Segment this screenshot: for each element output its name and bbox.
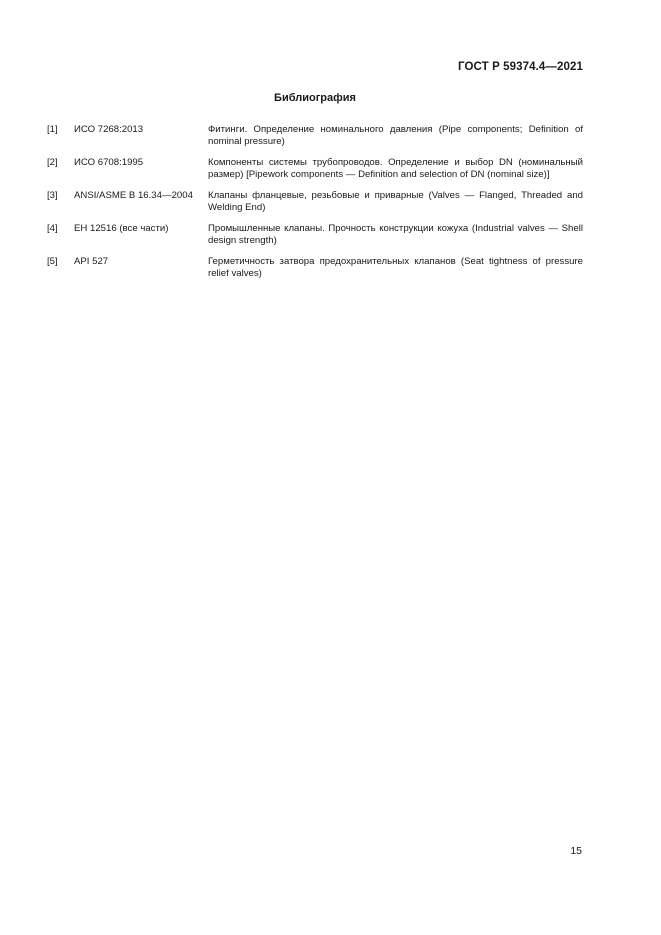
reference-item <box>47 157 583 181</box>
reference-item <box>47 256 583 280</box>
reference-code: ИСО 6708:1995 <box>74 157 144 168</box>
reference-number: [5] <box>47 256 58 267</box>
page-number: 15 <box>570 845 582 857</box>
reference-code: ANSI/ASME B 16.34—2004 <box>74 190 193 201</box>
reference-item <box>47 190 583 214</box>
reference-title: Компоненты системы трубопроводов. Определение и выбор DN (номинальный размер) [Pipework components — Definition and selection of DN (nominal size)] <box>208 157 583 180</box>
reference-item <box>47 223 583 247</box>
reference-code: ИСО 7268:2013 <box>74 124 144 135</box>
reference-title: Герметичность затвора предохранительных клапанов (Seat tightness of pressure relief valves) <box>208 256 583 279</box>
reference-title: Промышленные клапаны. Прочность конструкции кожуха (Industrial valves — Shell design strength) <box>208 223 583 246</box>
reference-number: [3] <box>47 190 58 201</box>
document-code: ГОСТ Р 59374.4—2021 <box>458 61 583 73</box>
reference-title: Клапаны фланцевые, резьбовые и приварные (Valves — Flanged, Threaded and Welding End) <box>208 190 583 213</box>
reference-item <box>47 124 583 148</box>
reference-code: API 527 <box>74 256 109 267</box>
bibliography-title: Библиография <box>274 92 356 104</box>
reference-number: [4] <box>47 223 58 234</box>
reference-number: [2] <box>47 157 58 168</box>
reference-title: Фитинги. Определение номинального давления (Pipe components; Definition of nominal pressure) <box>208 124 583 147</box>
reference-code: ЕН 12516 (все части) <box>74 223 169 234</box>
bibliography-list <box>47 124 583 289</box>
reference-number: [1] <box>47 124 58 135</box>
